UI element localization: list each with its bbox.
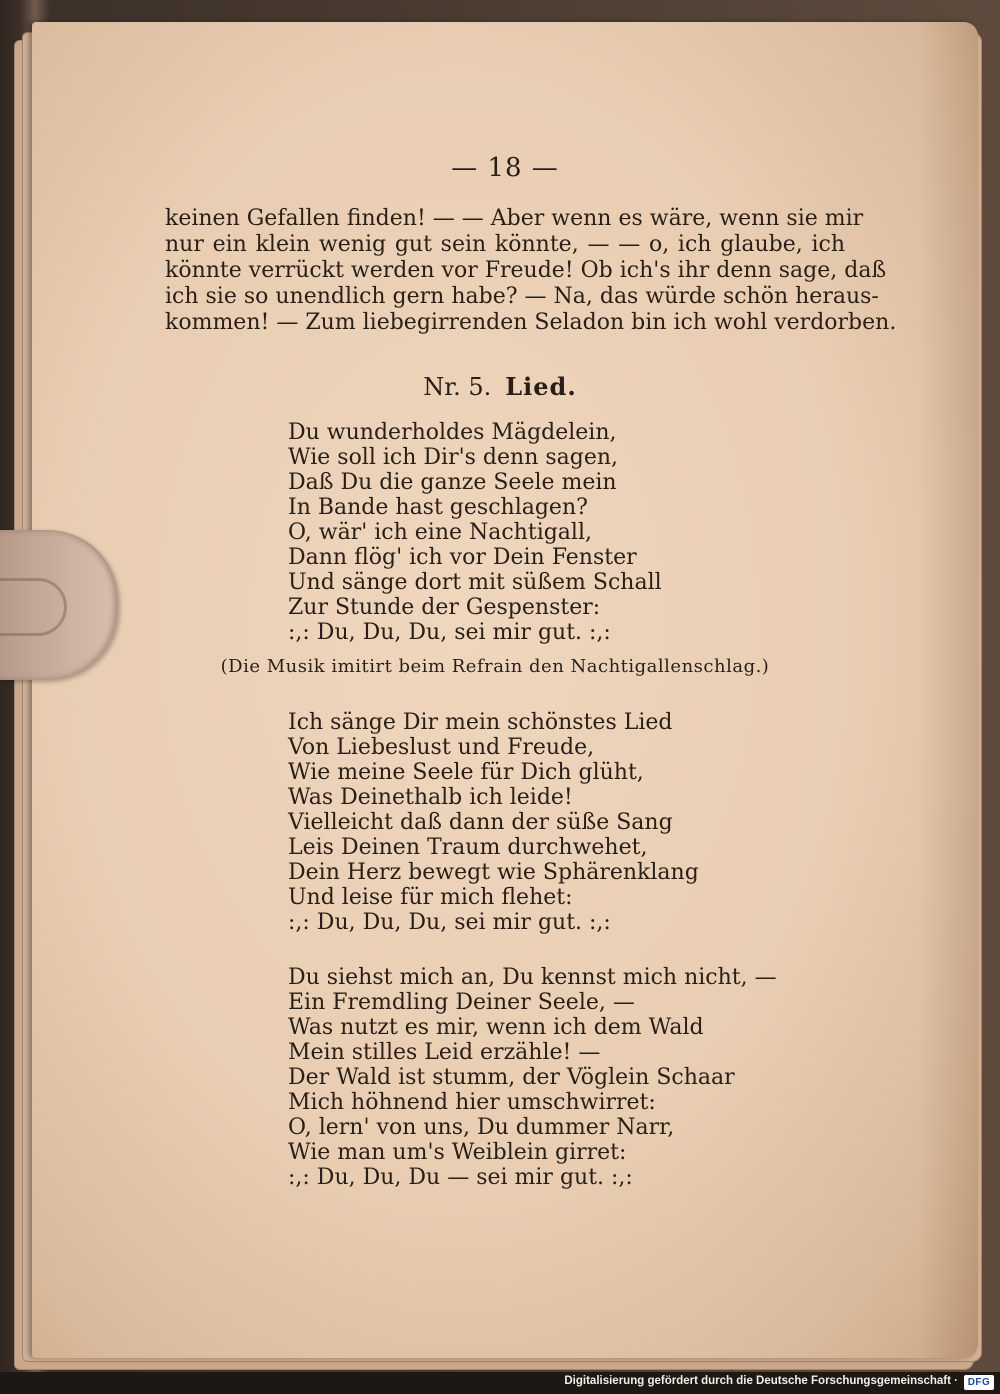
prose-line: keinen Gefallen finden! — — Aber wenn es wäre, wenn sie mir bbox=[165, 206, 864, 231]
verse-line: Leis Deinen Traum durchwehet, bbox=[288, 835, 648, 860]
verse-line: Der Wald ist stumm, der Vöglein Schaar bbox=[288, 1065, 735, 1090]
prose-line: könnte verrückt werden vor Freude! Ob ich's ihr denn sage, daß bbox=[165, 258, 887, 283]
verse-line: Mich höhnend hier umschwirret: bbox=[288, 1090, 656, 1115]
refrain-line: :,: Du, Du, Du, sei mir gut. :,: bbox=[288, 620, 611, 645]
refrain-line: :,: Du, Du, Du, sei mir gut. :,: bbox=[288, 910, 611, 935]
verse-line: Zur Stunde der Gespenster: bbox=[288, 595, 601, 620]
funding-credit: Digitalisierung gefördert durch die Deutsche Forschungsgemeinschaft · bbox=[564, 1375, 958, 1387]
verse-line: Wie meine Seele für Dich glüht, bbox=[288, 760, 644, 785]
prose-line: ich sie so unendlich gern habe? — Na, das würde schön heraus- bbox=[165, 284, 879, 309]
verse-line: Was Deinethalb ich leide! bbox=[288, 785, 573, 810]
verse-line: Und sänge dort mit süßem Schall bbox=[288, 570, 662, 595]
stanza-1 bbox=[288, 420, 808, 645]
verse-line: Dann flög' ich vor Dein Fenster bbox=[288, 545, 637, 570]
verse-line: Dein Herz bewegt wie Sphärenklang bbox=[288, 860, 699, 885]
verse-line: Ein Fremdling Deiner Seele, — bbox=[288, 990, 635, 1015]
song-heading bbox=[0, 372, 1000, 401]
song-title: Lied. bbox=[505, 372, 577, 401]
stanza-3 bbox=[288, 965, 808, 1190]
dfg-logo-icon: DFG bbox=[964, 1375, 994, 1390]
verse-line: O, lern' von uns, Du dummer Narr, bbox=[288, 1115, 675, 1140]
stanza-2 bbox=[288, 710, 808, 935]
refrain-line: :,: Du, Du, Du — sei mir gut. :,: bbox=[288, 1165, 633, 1190]
prose-line: nur ein klein wenig gut sein könnte, — — o, ich glaube, ich bbox=[165, 232, 845, 257]
verse-line: Wie man um's Weiblein girret: bbox=[288, 1140, 627, 1165]
verse-line: Wie soll ich Dir's denn sagen, bbox=[288, 445, 619, 470]
verse-line: Ich sänge Dir mein schönstes Lied bbox=[288, 710, 673, 735]
verse-line: In Bande hast geschlagen? bbox=[288, 495, 588, 520]
verse-line: Daß Du die ganze Seele mein bbox=[288, 470, 617, 495]
verse-line: Du wunderholdes Mägdelein, bbox=[288, 420, 617, 445]
verse-line: Von Liebeslust und Freude, bbox=[288, 735, 595, 760]
verse-line: Du siehst mich an, Du kennst mich nicht, — bbox=[288, 965, 777, 990]
footer-bar bbox=[0, 1372, 1000, 1394]
verse-line: Und leise für mich flehet: bbox=[288, 885, 573, 910]
prose-line: kommen! — Zum liebegirrenden Seladon bin ich wohl verdorben. bbox=[165, 310, 897, 335]
stage-direction: (Die Musik imitirt beim Refrain den Nachtigallenschlag.) bbox=[220, 656, 770, 677]
verse-line: Mein stilles Leid erzähle! — bbox=[288, 1040, 601, 1065]
verse-line: O, wär' ich eine Nachtigall, bbox=[288, 520, 592, 545]
page-number: — 18 — bbox=[451, 153, 559, 183]
song-number: Nr. 5. bbox=[423, 373, 492, 401]
prose-paragraph bbox=[165, 206, 897, 336]
verse-line: Vielleicht daß dann der süße Sang bbox=[288, 810, 673, 835]
verse-line: Was nutzt es mir, wenn ich dem Wald bbox=[288, 1015, 704, 1040]
